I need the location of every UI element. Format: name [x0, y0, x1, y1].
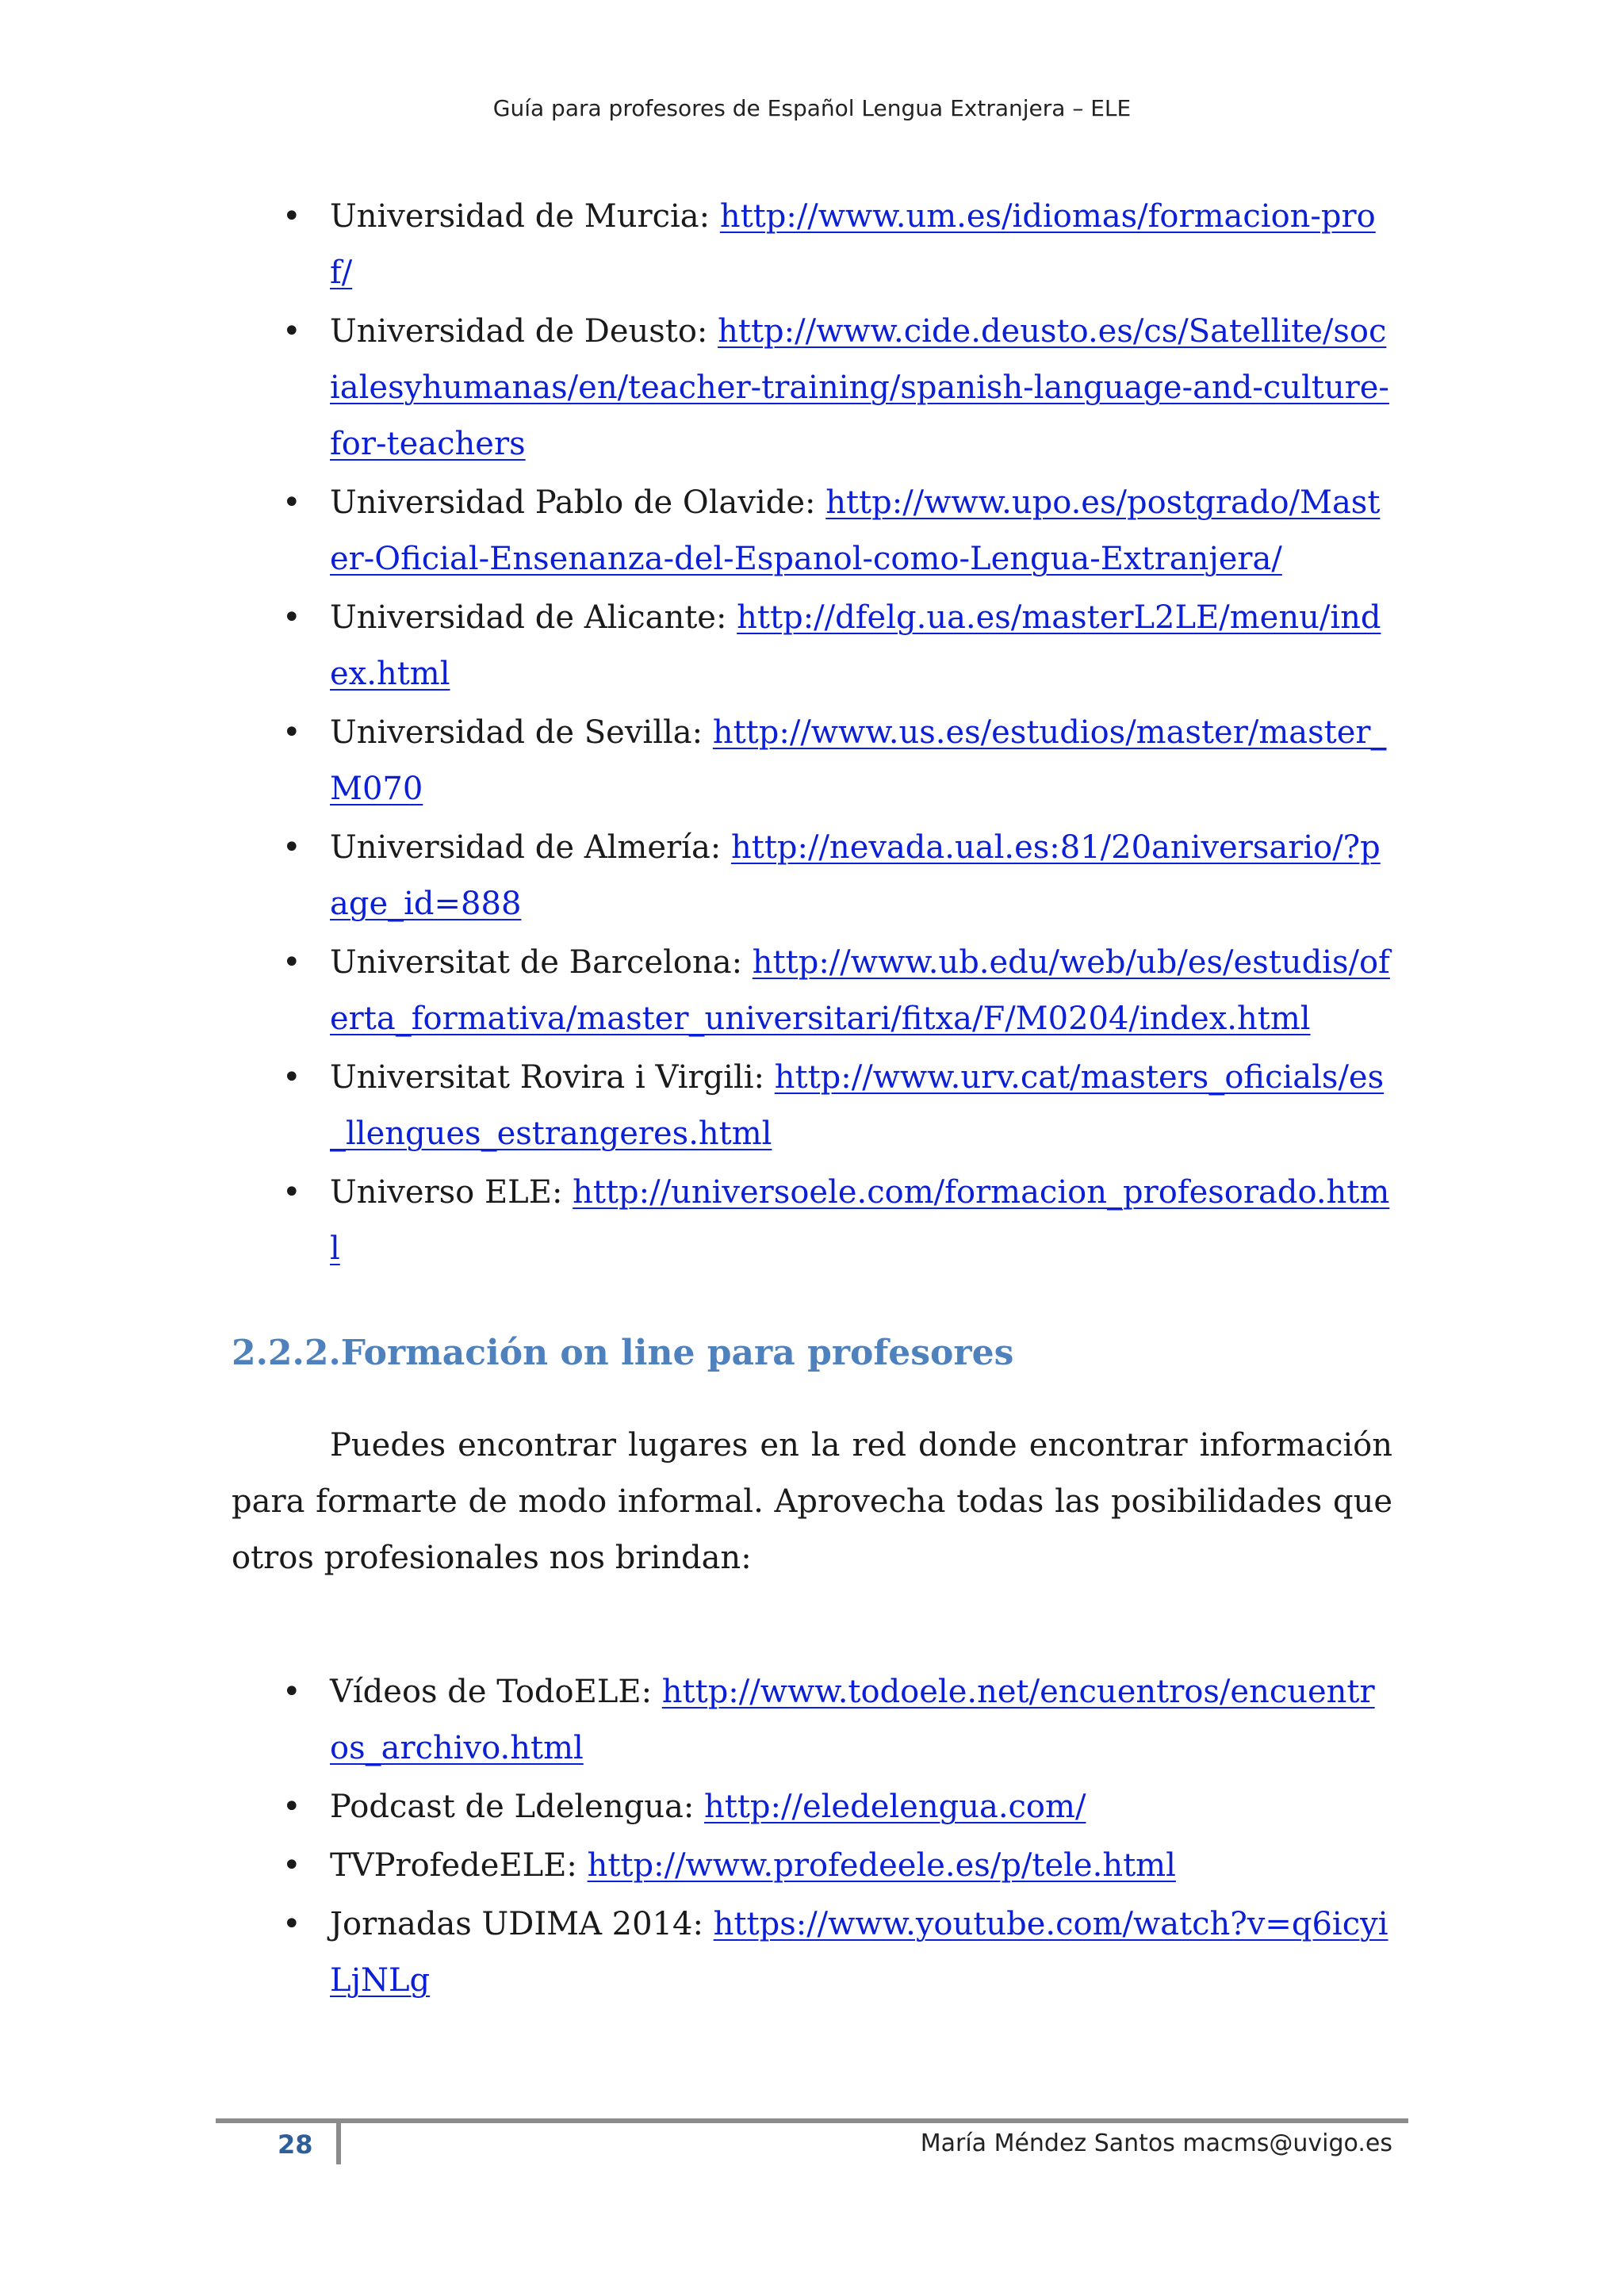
running-header: Guía para profesores de Español Lengua Extranjera – ELE	[492, 95, 1132, 121]
bullet-icon: •	[282, 1674, 301, 1710]
list-item-link[interactable]: http://nevada.ual.es:81/20aniversario/?page_id=888	[330, 829, 1381, 922]
list-item-label: Universidad de Sevilla:	[330, 714, 713, 751]
list-item-label: Universitat Rovira i Virgili:	[330, 1059, 775, 1096]
bullet-icon: •	[282, 1789, 301, 1825]
bullet-icon: •	[282, 1906, 301, 1942]
list-item-link[interactable]: http://www.upo.es/postgrado/Master-Oficial-Ensenanza-del-Espanol-como-Lengua-Extranjera/	[330, 484, 1381, 577]
list-item	[232, 1779, 1392, 1835]
list-item-label: Universidad de Almería:	[330, 829, 731, 866]
page-number: 28	[278, 2130, 313, 2160]
online-training-links-list	[232, 1664, 1392, 2009]
list-item	[232, 1838, 1392, 1894]
list-item	[232, 1664, 1392, 1777]
list-item-link[interactable]: http://www.urv.cat/masters_oficials/es_llengues_estrangeres.html	[330, 1059, 1385, 1152]
list-item	[232, 1165, 1392, 1277]
page-content	[232, 189, 1392, 2011]
bullet-icon: •	[282, 599, 301, 636]
list-item-link[interactable]: http://www.todoele.net/encuentros/encuentros_archivo.html	[330, 1674, 1375, 1766]
list-item	[232, 1050, 1392, 1162]
list-item-link[interactable]: http://eledelengua.com/	[704, 1789, 1086, 1825]
footer-separator	[336, 2123, 341, 2164]
bullet-icon: •	[282, 944, 301, 981]
list-item-link[interactable]: http://www.us.es/estudios/master/master_M070	[330, 714, 1387, 807]
bullet-icon: •	[282, 484, 301, 521]
list-item-label: Universidad de Alicante:	[330, 599, 737, 636]
list-item-label: Universo ELE:	[330, 1174, 573, 1211]
list-item-link[interactable]: http://www.um.es/idiomas/formacion-prof/	[330, 198, 1376, 291]
list-item	[232, 304, 1392, 473]
list-item	[232, 820, 1392, 932]
list-item-label: Universidad de Deusto:	[330, 313, 718, 350]
list-item-link[interactable]: http://www.ub.edu/web/ub/es/estudis/oferta_formativa/master_universitari/fitxa/F/M0204/index.html	[330, 944, 1390, 1037]
list-item-link[interactable]: http://dfelg.ua.es/masterL2LE/menu/index.html	[330, 599, 1381, 692]
list-item-label: Vídeos de TodoELE:	[330, 1674, 662, 1710]
list-item	[232, 705, 1392, 817]
list-item-link[interactable]: http://www.cide.deusto.es/cs/Satellite/socialesyhumanas/en/teacher-training/spanish-language-and-culture-for-teachers	[330, 313, 1389, 462]
bullet-icon: •	[282, 1174, 301, 1211]
list-item-label: Universidad de Murcia:	[330, 198, 720, 235]
list-item-label: Universitat de Barcelona:	[330, 944, 753, 981]
bullet-icon: •	[282, 829, 301, 866]
list-item	[232, 590, 1392, 702]
bullet-icon: •	[282, 198, 301, 235]
list-item-link[interactable]: https://www.youtube.com/watch?v=q6icyiLjNLg	[330, 1906, 1388, 1999]
bullet-icon: •	[282, 714, 301, 751]
list-item	[232, 475, 1392, 587]
list-item-label: Universidad Pablo de Olavide:	[330, 484, 826, 521]
bullet-icon: •	[282, 1847, 301, 1884]
list-item-label: TVProfedeELE:	[330, 1847, 588, 1884]
section-heading: 2.2.2.Formación on line para profesores	[232, 1333, 1014, 1373]
footer-author: María Méndez Santos macms@uvigo.es	[920, 2130, 1392, 2157]
list-item-label: Jornadas UDIMA 2014:	[330, 1906, 714, 1942]
list-item	[232, 189, 1392, 301]
list-item-link[interactable]: http://universoele.com/formacion_profesorado.html	[330, 1174, 1390, 1267]
list-item-label: Podcast de Ldelengua:	[330, 1789, 705, 1825]
list-item-link[interactable]: http://www.profedeele.es/p/tele.html	[587, 1847, 1176, 1884]
list-item	[232, 1896, 1392, 2009]
list-item	[232, 935, 1392, 1047]
bullet-icon: •	[282, 313, 301, 350]
footer-rule	[216, 2118, 1408, 2123]
university-links-list	[232, 189, 1392, 1277]
bullet-icon: •	[282, 1059, 301, 1096]
section-paragraph: Puedes encontrar lugares en la red donde encontrar información para formarte de modo informal. Aprovecha todas las posibilidades que otros profesionales nos brindan:	[232, 1427, 1392, 1576]
